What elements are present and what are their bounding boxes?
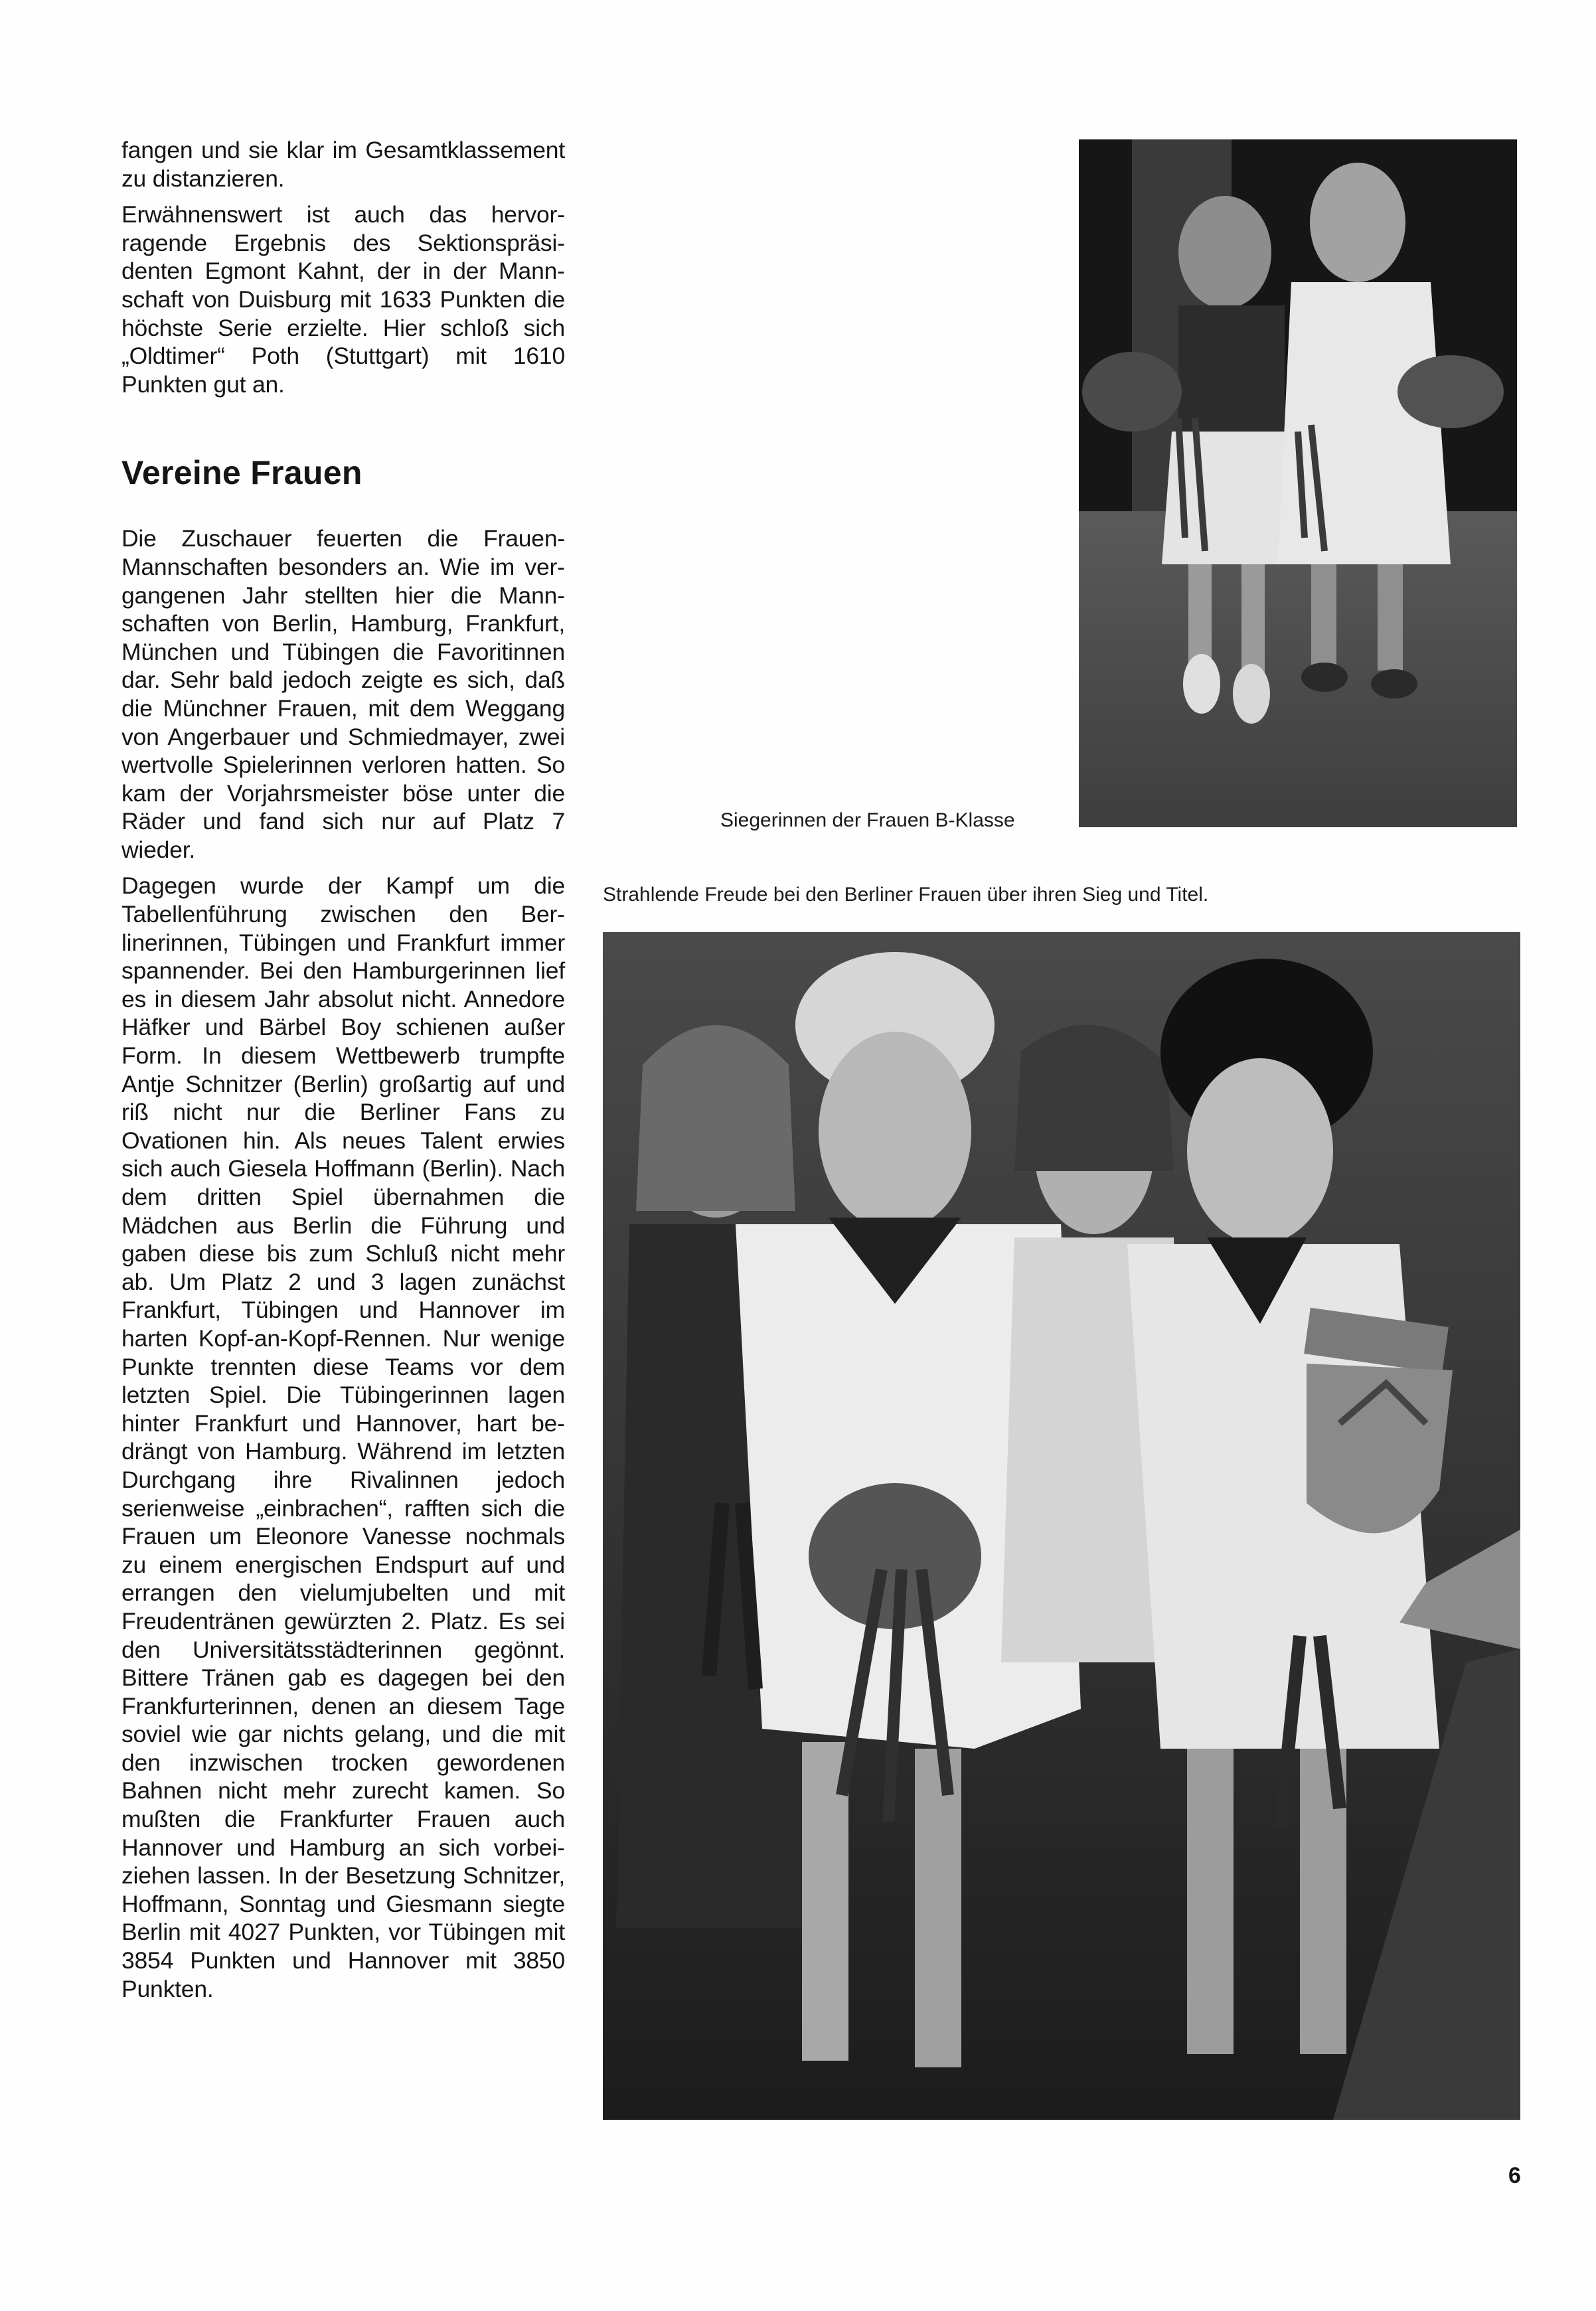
- caption-b-class-winners: Siegerinnen der Frauen B-Klasse: [720, 809, 1015, 831]
- intro-paragraph-2: Erwähnenswert ist auch das hervorragende Ergebnis des Sektionspräsidenten Egmont Kahnt, der in der Mannschaft von Duisburg mit 1633 Punkten die höchste Serie erzielte. Hier schloß sich „Oldtimer“ Poth (Stuttgart) mit 1610 Punkten gut an.: [121, 201, 565, 398]
- photo-berlin-team: [603, 932, 1520, 2120]
- photo-b-class-winners: [1079, 139, 1517, 827]
- section-paragraph-2: Dagegen wurde der Kampf um die Tabellenführung zwischen den Berlinerinnen, Tübingen und Frankfurt immer spannender. Bei den Hamburgerinnen lief es in diesem Jahr absolut nicht. Annedore Häfker und Bärbel Boy schienen außer Form. In diesem Wettbewerb trumpfte Antje Schnitzer (Berlin) großartig auf und riß nicht nur die Berliner Fans zu Ovationen hin. Als neues Talent erwies sich auch Giesela Hoffmann (Berlin). Nach dem dritten Spiel übernahmen die Mädchen aus Berlin die Führung und gaben diese bis zum Schluß nicht mehr ab. Um Platz 2 und 3 lagen zunächst Frankfurt, Tübingen und Hannover im harten Kopf-an-Kopf-Rennen. Nur wenige Punkte trennten diese Teams vor dem letzten Spiel. Die Tübingerinnen lagen hinter Frankfurt und Hannover, hart bedrängt von Hamburg. Während im letzten Durchgang ihre Rivalinnen jedoch serienweise „einbrachen“, rafften sich die Frauen um Eleonore Vanesse nochmals zu einem energischen Endspurt auf und errangen den vielumjubelten und mit Freudentränen gewürzten 2. Platz. Es sei den Universitätsstädterinnen gegönnt. Bittere Tränen gab es dagegen bei den Frankfurterinnen, denen an diesem Tage soviel wie gar nichts gelang, und die mit den inzwischen trocken gewordenen Bahnen nicht mehr zurecht kamen. So mußten die Frankfurter Frauen auch Hannover und Hamburg an sich vorbeiziehen lassen. In der Besetzung Schnitzer, Hoffmann, Sonntag und Giesmann siegte Berlin mit 4027 Punkten, vor Tübingen mit 3854 Punkten und Hannover mit 3850 Punkten.: [121, 872, 565, 2002]
- page-number: 6: [1508, 2163, 1521, 2188]
- shield-emblem: [1304, 1308, 1453, 1534]
- article-column: [121, 136, 565, 2011]
- photo-berlin-team-image: [603, 932, 1520, 2120]
- caption-berlin-team: Strahlende Freude bei den Berliner Frauen über ihren Sieg und Titel.: [603, 884, 1209, 906]
- section-paragraph-1: Die Zuschauer feuerten die Frauen-Mannschaften besonders an. Wie im vergangenen Jahr stellten hier die Mannschaften von Berlin, Hamburg, Frankfurt, München und Tübingen die Favoritinnen dar. Sehr bald jedoch zeigte es sich, daß die Münchner Frauen, mit dem Weggang von Angerbauer und Schmiedmayer, zwei wertvolle Spielerinnen verloren hatten. So kam der Vorjahrsmeister böse unter die Räder und fand sich nur auf Platz 7 wieder.: [121, 525, 565, 863]
- intro-paragraph-1: fangen und sie klar im Gesamtklassement zu distanzieren.: [121, 137, 565, 192]
- section-heading: Vereine Frauen: [121, 454, 362, 492]
- photo-b-class-winners-image: [1079, 139, 1517, 827]
